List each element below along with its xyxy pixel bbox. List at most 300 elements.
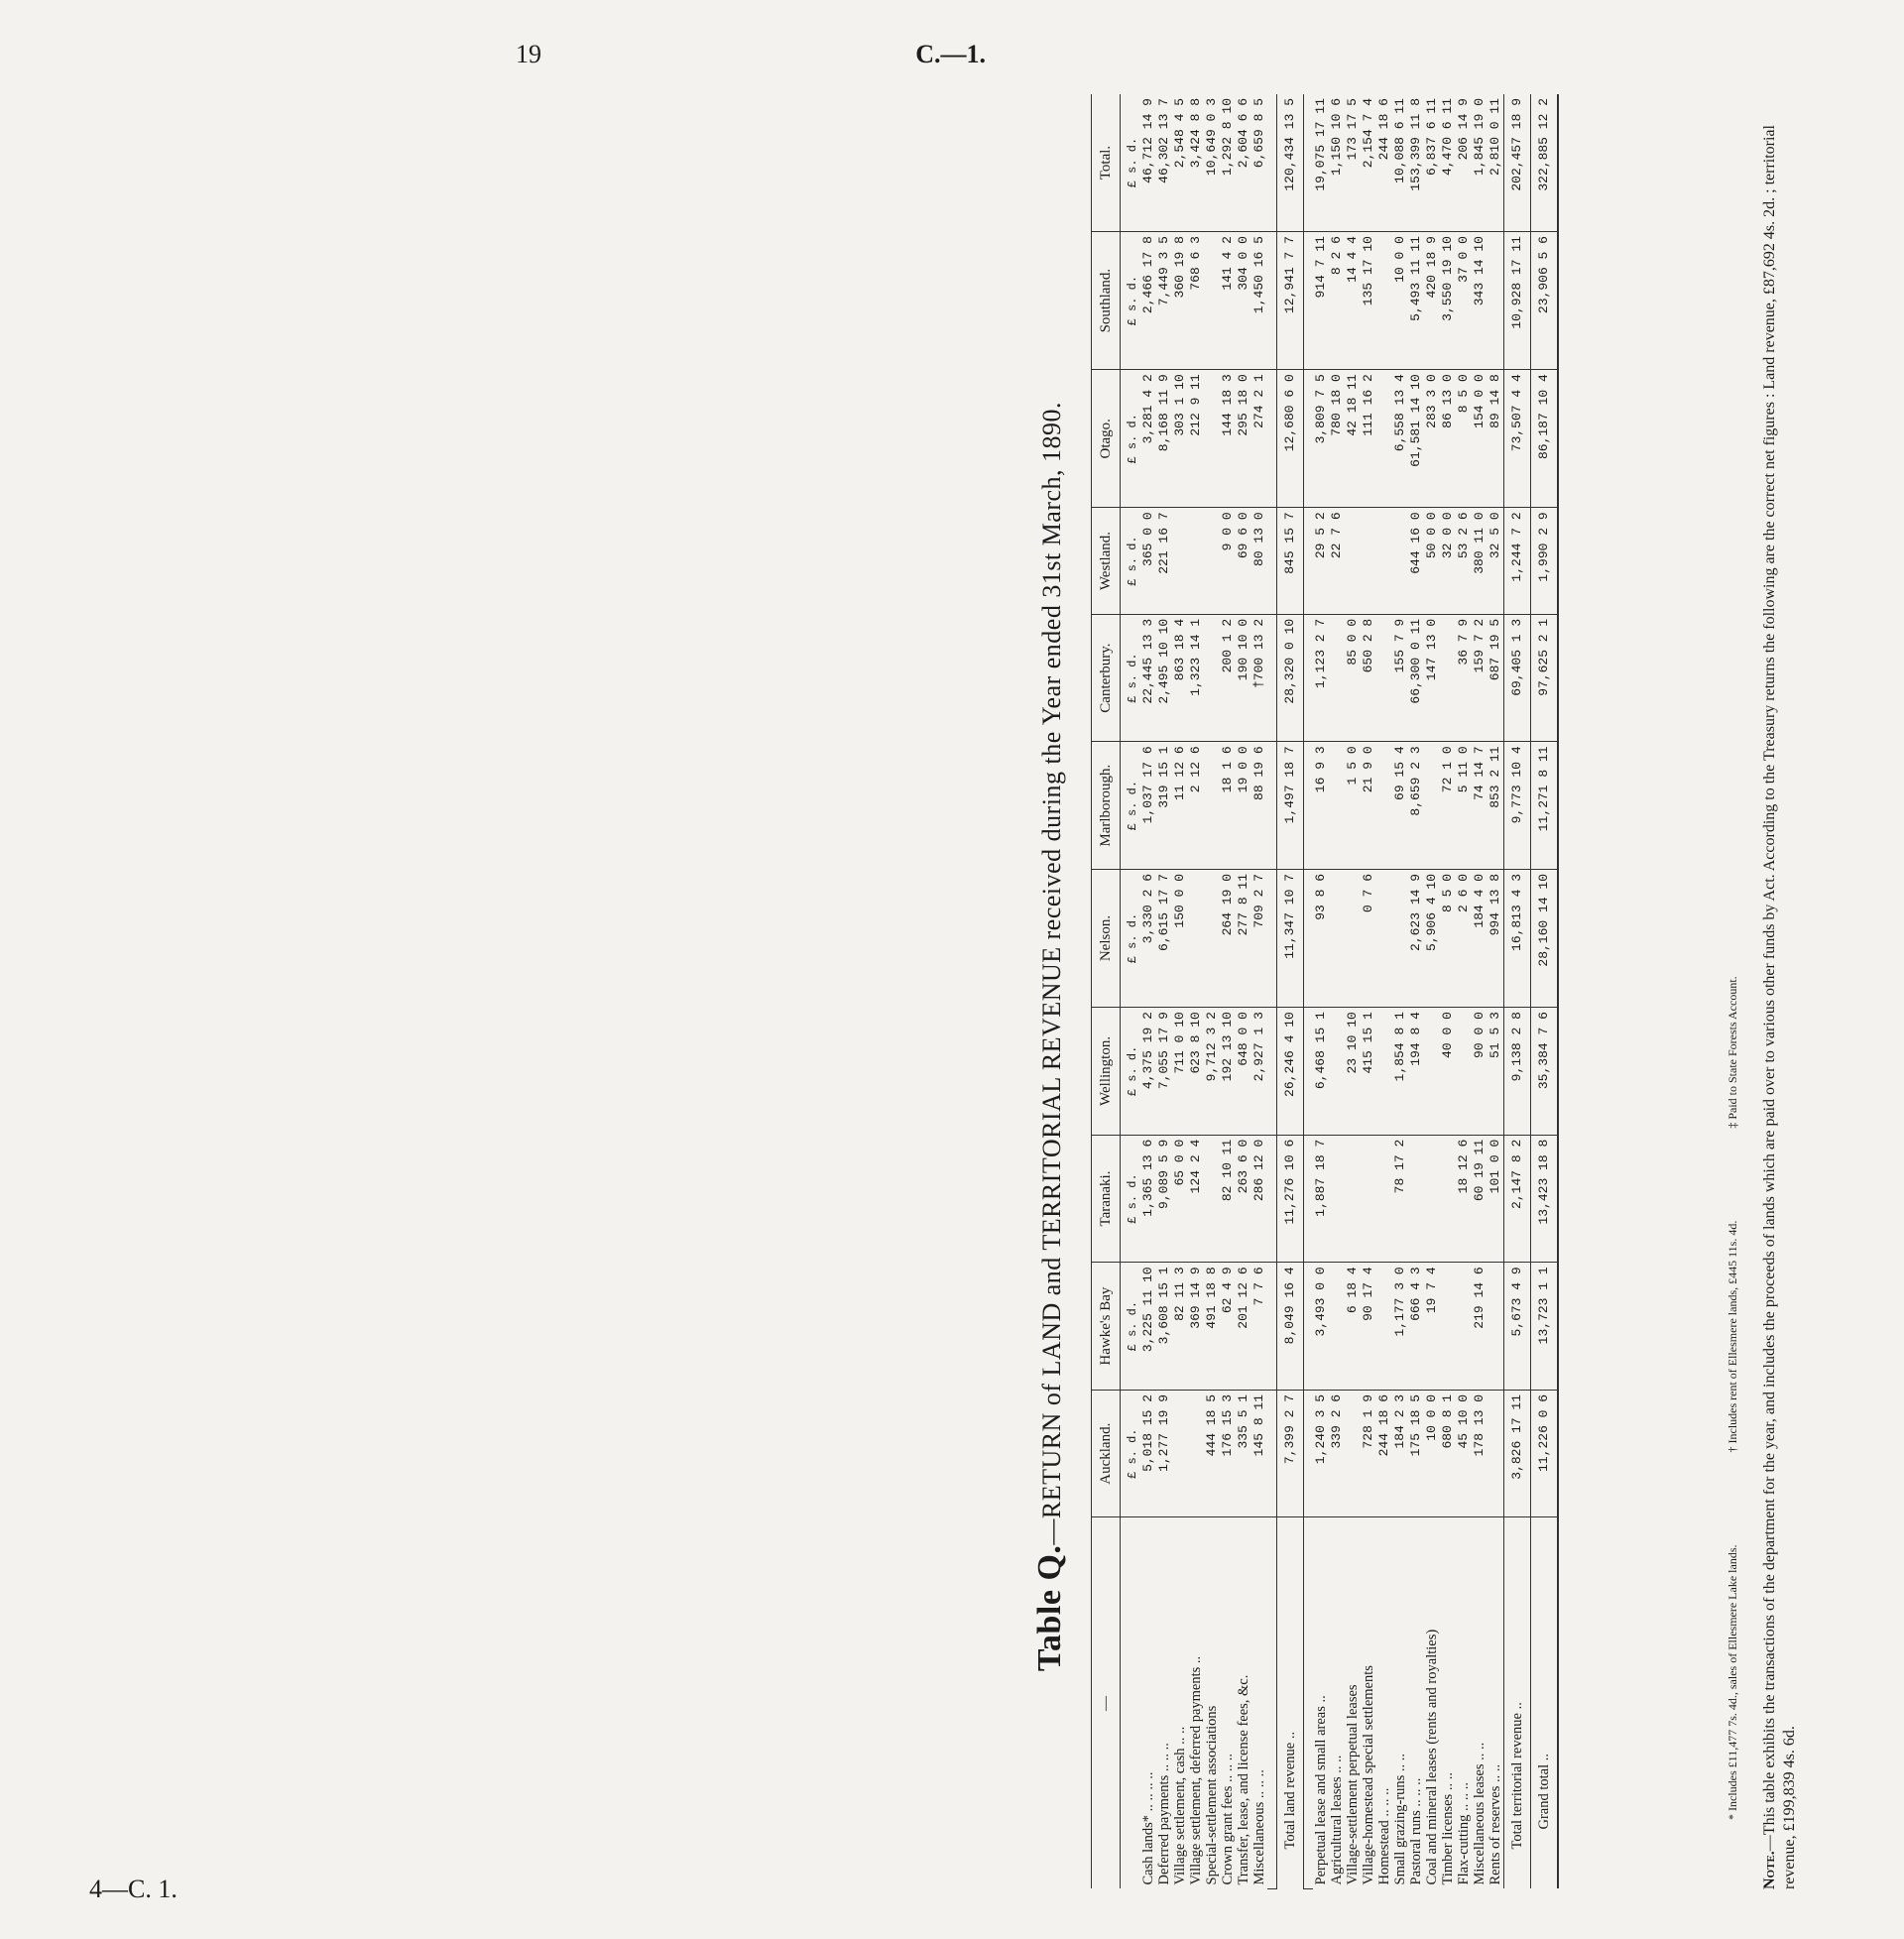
table-cell <box>1361 1135 1376 1263</box>
table-cell: 90 0 0 <box>1472 1008 1488 1136</box>
table-cell: 11,271 8 11 <box>1531 742 1559 870</box>
spacer-row <box>1267 94 1277 1889</box>
table-cell: 420 18 9 <box>1424 232 1440 370</box>
table-cell: 10,649 0 3 <box>1204 94 1220 232</box>
table-cell: 16 9 3 <box>1313 742 1329 870</box>
table-cell: 111 16 2 <box>1361 370 1376 508</box>
column-header: Otago. <box>1092 370 1121 508</box>
spacer-cell <box>1304 1263 1314 1391</box>
row-label: Village-homestead special settlements <box>1361 1665 1376 1885</box>
table-cell <box>1376 1263 1392 1391</box>
table-cell: 1,365 13 6 <box>1140 1135 1156 1263</box>
row-label: Village settlement, deferred payments .. <box>1188 1655 1204 1885</box>
column-header: Hawke's Bay <box>1092 1263 1121 1391</box>
table-cell <box>1329 742 1345 870</box>
spacer-cell <box>1267 1135 1277 1263</box>
row-label: Perpetual lease and small areas .. <box>1313 1695 1329 1885</box>
footer-reference: 4—C. 1. <box>89 1875 178 1903</box>
table-cell: 201 12 6 <box>1236 1263 1251 1391</box>
table-cell: 9,138 2 8 <box>1504 1008 1531 1136</box>
table-cell: 1,887 18 7 <box>1313 1135 1329 1263</box>
table-cell: 10,928 17 11 <box>1504 232 1531 370</box>
table-cell: 709 2 7 <box>1251 869 1267 1007</box>
table-cell: 176 15 3 <box>1220 1390 1236 1517</box>
spacer-cell <box>1304 1390 1314 1517</box>
table-cell: 3,826 17 11 <box>1504 1390 1531 1517</box>
spacer-cell <box>1304 232 1314 370</box>
table-cell: 150 0 0 <box>1172 869 1188 1007</box>
table-cell: 93 8 6 <box>1313 869 1329 1007</box>
document-reference: C.—1. <box>915 40 986 68</box>
table-cell <box>1376 1008 1392 1136</box>
note-lead: Note. <box>1761 1851 1778 1889</box>
table-cell: 19,075 17 11 <box>1313 94 1329 232</box>
row-label: Grand total .. <box>1531 1517 1559 1889</box>
column-header: Auckland. <box>1092 1390 1121 1517</box>
table-cell <box>1424 742 1440 870</box>
table-title-prefix: Table Q. <box>1031 1544 1068 1672</box>
table-cell: 1,292 8 10 <box>1220 94 1236 232</box>
table-cell: 1,497 18 7 <box>1277 742 1304 870</box>
table-cell: 178 13 0 <box>1472 1390 1488 1517</box>
table-cell: 21 9 0 <box>1361 742 1376 870</box>
row-label: Crown grant fees .. .. .. <box>1220 1754 1236 1885</box>
table-row <box>1456 94 1472 1889</box>
table-cell <box>1188 508 1204 614</box>
table-cell: 66,300 0 11 <box>1408 614 1424 742</box>
table-cell: 263 6 0 <box>1236 1135 1251 1263</box>
table-cell: 14 4 4 <box>1345 232 1361 370</box>
table-header-row <box>1092 94 1121 1889</box>
table-cell: 11,347 10 7 <box>1277 869 1304 1007</box>
table-cell: 415 15 1 <box>1361 1008 1376 1136</box>
table-cell <box>1345 508 1361 614</box>
units-cell: £ s. d. <box>1121 1390 1141 1517</box>
table-cell: 1,854 8 1 <box>1392 1008 1408 1136</box>
table-cell: 8,659 2 3 <box>1408 742 1424 870</box>
table-cell: 295 18 0 <box>1236 370 1251 508</box>
table-cell: 89 14 8 <box>1488 370 1504 508</box>
revenue-table <box>1091 94 1559 1889</box>
table-cell: 69 15 4 <box>1392 742 1408 870</box>
table-cell: 728 1 9 <box>1361 1390 1376 1517</box>
table-cell: 18 1 6 <box>1220 742 1236 870</box>
table-cell: 13,423 18 8 <box>1531 1135 1559 1263</box>
spacer-cell <box>1304 742 1314 870</box>
table-cell: 154 0 0 <box>1472 370 1488 508</box>
table-cell: 648 0 0 <box>1236 1008 1251 1136</box>
table-cell: 90 17 4 <box>1361 1263 1376 1391</box>
table-cell: 914 7 11 <box>1313 232 1329 370</box>
table-cell <box>1376 370 1392 508</box>
table-cell: 2,548 4 5 <box>1172 94 1188 232</box>
table-cell: 69 6 0 <box>1236 508 1251 614</box>
table-cell: 11,276 10 6 <box>1277 1135 1304 1263</box>
table-cell: 1,150 10 6 <box>1329 94 1345 232</box>
table-cell: 283 3 0 <box>1424 370 1440 508</box>
table-cell: 12,941 7 7 <box>1277 232 1304 370</box>
spacer-cell <box>1267 508 1277 614</box>
spacer-cell <box>1267 1517 1277 1889</box>
table-row <box>1392 94 1408 1889</box>
table-cell <box>1204 742 1220 870</box>
table-cell <box>1456 1008 1472 1136</box>
table-row <box>1236 94 1251 1889</box>
table-cell: 82 11 3 <box>1172 1263 1188 1391</box>
table-cell: †700 13 2 <box>1251 614 1267 742</box>
row-label: Miscellaneous leases .. .. <box>1472 1742 1488 1885</box>
table-cell: 194 8 4 <box>1408 1008 1424 1136</box>
footnote: ‡ Paid to State Forests Account. <box>1726 976 1739 1129</box>
table-cell <box>1361 508 1376 614</box>
table-cell: 8,168 11 9 <box>1156 370 1172 508</box>
table-cell <box>1329 1135 1345 1263</box>
table-cell: 1,123 2 7 <box>1313 614 1329 742</box>
table-cell: 2,623 14 9 <box>1408 869 1424 1007</box>
table-cell <box>1488 1263 1504 1391</box>
table-cell: 82 10 11 <box>1220 1135 1236 1263</box>
table-cell: 61,581 14 10 <box>1408 370 1424 508</box>
spacer-cell <box>1304 869 1314 1007</box>
column-header: Wellington. <box>1092 1008 1121 1136</box>
table-cell: 9,089 5 9 <box>1156 1135 1172 1263</box>
table-cell: 8 2 6 <box>1329 232 1345 370</box>
table-cell: 2,154 7 4 <box>1361 94 1376 232</box>
table-cell <box>1188 869 1204 1007</box>
table-cell: 86 13 0 <box>1440 370 1456 508</box>
spacer-cell <box>1267 614 1277 742</box>
table-cell: 155 7 9 <box>1392 614 1408 742</box>
table-cell: 768 6 3 <box>1188 232 1204 370</box>
table-cell <box>1376 232 1392 370</box>
units-cell: £ s. d. <box>1121 232 1141 370</box>
table-cell: 4,470 6 11 <box>1440 94 1456 232</box>
table-cell <box>1329 869 1345 1007</box>
table-cell: 277 8 11 <box>1236 869 1251 1007</box>
table-cell: 7,399 2 7 <box>1277 1390 1304 1517</box>
table-cell: 173 17 5 <box>1345 94 1361 232</box>
table-cell: 45 10 0 <box>1456 1390 1472 1517</box>
table-cell: 491 18 8 <box>1204 1263 1220 1391</box>
table-cell <box>1440 1135 1456 1263</box>
row-label: Total territorial revenue .. <box>1504 1517 1531 1889</box>
table-cell: 206 14 9 <box>1456 94 1472 232</box>
table-cell: 159 7 2 <box>1472 614 1488 742</box>
table-row <box>1376 94 1392 1889</box>
table-row <box>1408 94 1424 1889</box>
column-header: Nelson. <box>1092 869 1121 1007</box>
table-cell: 2,927 1 3 <box>1251 1008 1267 1136</box>
table-cell <box>1440 1263 1456 1391</box>
row-label: Agricultural leases .. .. <box>1329 1755 1345 1885</box>
spacer-cell <box>1304 1135 1314 1263</box>
column-header: Southland. <box>1092 232 1121 370</box>
table-cell: 35,384 7 6 <box>1531 1008 1559 1136</box>
spacer-cell <box>1304 614 1314 742</box>
table-row <box>1424 94 1440 1889</box>
table-cell: 120,434 13 5 <box>1277 94 1304 232</box>
table-cell: 5,673 4 9 <box>1504 1263 1531 1391</box>
table-cell <box>1440 614 1456 742</box>
table-cell: 623 8 10 <box>1188 1008 1204 1136</box>
row-label: Pastoral runs .. .. .. <box>1408 1777 1424 1885</box>
table-cell <box>1345 869 1361 1007</box>
row-label: Deferred payments .. .. .. <box>1156 1743 1172 1885</box>
units-cell: £ s. d. <box>1121 869 1141 1007</box>
table-cell: 666 4 3 <box>1408 1263 1424 1391</box>
table-cell: 274 2 1 <box>1251 370 1267 508</box>
table-cell: 304 0 0 <box>1236 232 1251 370</box>
table-cell: 994 13 8 <box>1488 869 1504 1007</box>
table-cell: 303 1 10 <box>1172 370 1188 508</box>
table-cell: 147 13 0 <box>1424 614 1440 742</box>
table-row <box>1251 94 1267 1889</box>
row-label: Timber licenses .. .. <box>1440 1772 1456 1885</box>
table-cell: 780 18 0 <box>1329 370 1345 508</box>
table-row <box>1488 94 1504 1889</box>
spacer-cell <box>1267 370 1277 508</box>
table-cell: 339 2 6 <box>1329 1390 1345 1517</box>
table-cell: 184 4 0 <box>1472 869 1488 1007</box>
table-cell: 29 5 2 <box>1313 508 1329 614</box>
table-cell: 863 18 4 <box>1172 614 1188 742</box>
table-cell: 135 17 10 <box>1361 232 1376 370</box>
table-cell: 37 0 0 <box>1456 232 1472 370</box>
table-cell: 1,244 7 2 <box>1504 508 1531 614</box>
table-cell: 124 2 4 <box>1188 1135 1204 1263</box>
total-land-row <box>1277 94 1304 1889</box>
units-row <box>1121 94 1141 1889</box>
spacer-row <box>1304 94 1314 1889</box>
table-cell: 145 8 11 <box>1251 1390 1267 1517</box>
row-label: Miscellaneous .. .. .. <box>1251 1769 1267 1885</box>
table-cell: 2 12 6 <box>1188 742 1204 870</box>
table-row <box>1361 94 1376 1889</box>
table-cell: 6,659 8 5 <box>1251 94 1267 232</box>
table-cell: 4,375 19 2 <box>1140 1008 1156 1136</box>
table-cell: 19 7 4 <box>1424 1263 1440 1391</box>
table-cell: 6 18 4 <box>1345 1263 1361 1391</box>
table-cell: 365 0 0 <box>1140 508 1156 614</box>
table-cell: 380 11 0 <box>1472 508 1488 614</box>
spacer-cell <box>1267 94 1277 232</box>
table-cell: 202,457 18 9 <box>1504 94 1531 232</box>
table-cell: 46,302 13 7 <box>1156 94 1172 232</box>
table-cell <box>1376 508 1392 614</box>
table-cell: 5,018 15 2 <box>1140 1390 1156 1517</box>
table-cell: 65 0 0 <box>1172 1135 1188 1263</box>
table-cell: 7,449 3 5 <box>1156 232 1172 370</box>
table-cell: 3,493 0 0 <box>1313 1263 1329 1391</box>
table-cell: 74 14 7 <box>1472 742 1488 870</box>
table-cell: 13,723 1 1 <box>1531 1263 1559 1391</box>
table-cell: 101 0 0 <box>1488 1135 1504 1263</box>
table-cell: 40 0 0 <box>1440 1008 1456 1136</box>
table-cell: 6,837 6 11 <box>1424 94 1440 232</box>
units-label <box>1121 1517 1141 1889</box>
table-cell <box>1329 1008 1345 1136</box>
table-cell: 28,160 14 10 <box>1531 869 1559 1007</box>
table-row <box>1140 94 1156 1889</box>
table-row <box>1313 94 1329 1889</box>
table-cell <box>1329 1263 1345 1391</box>
table-cell: 8,049 16 4 <box>1277 1263 1304 1391</box>
units-cell: £ s. d. <box>1121 1263 1141 1391</box>
table-cell <box>1376 614 1392 742</box>
table-cell <box>1172 1390 1188 1517</box>
table-cell: 212 9 11 <box>1188 370 1204 508</box>
units-cell: £ s. d. <box>1121 370 1141 508</box>
table-cell: 69,405 1 3 <box>1504 614 1531 742</box>
table-cell: 9,712 3 2 <box>1204 1008 1220 1136</box>
table-cell <box>1204 869 1220 1007</box>
table-cell: 3,330 2 6 <box>1140 869 1156 1007</box>
units-cell: £ s. d. <box>1121 614 1141 742</box>
column-header: Marlborough. <box>1092 742 1121 870</box>
table-cell: 175 18 5 <box>1408 1390 1424 1517</box>
table-body <box>1121 94 1559 1889</box>
table-row <box>1172 94 1188 1889</box>
table-cell: 190 10 0 <box>1236 614 1251 742</box>
table-row <box>1440 94 1456 1889</box>
table-cell: 192 13 10 <box>1220 1008 1236 1136</box>
footnote: † Includes rent of Ellesmere lands, £445 11s. 4d. <box>1726 1220 1739 1453</box>
table-cell: 200 1 2 <box>1220 614 1236 742</box>
table-cell: 1,990 2 9 <box>1531 508 1559 614</box>
table-cell: 28,320 0 10 <box>1277 614 1304 742</box>
footnotes <box>1726 887 1740 1820</box>
table-cell: 6,615 17 7 <box>1156 869 1172 1007</box>
table-cell <box>1376 869 1392 1007</box>
table-cell <box>1408 1135 1424 1263</box>
table-cell: 6,558 13 4 <box>1392 370 1408 508</box>
table-cell: 335 5 1 <box>1236 1390 1251 1517</box>
table-cell: 85 0 0 <box>1345 614 1361 742</box>
row-label: Cash lands* .. .. .. .. <box>1140 1771 1156 1885</box>
row-label: Small grazing-runs .. .. <box>1392 1754 1408 1885</box>
table-cell <box>1329 614 1345 742</box>
table-title <box>1031 243 1081 1830</box>
table-cell <box>1204 370 1220 508</box>
table-cell: 8 5 0 <box>1440 869 1456 1007</box>
units-cell: £ s. d. <box>1121 742 1141 870</box>
units-cell: £ s. d. <box>1121 94 1141 232</box>
table-cell: 80 13 0 <box>1251 508 1267 614</box>
table-cell <box>1488 1390 1504 1517</box>
table-cell: 22,445 13 3 <box>1140 614 1156 742</box>
table-cell: 5 11 0 <box>1456 742 1472 870</box>
table-cell: 32 5 0 <box>1488 508 1504 614</box>
table-row <box>1156 94 1172 1889</box>
row-label: Coal and mineral leases (rents and royalties) <box>1424 1629 1440 1885</box>
table-cell: 1,450 16 5 <box>1251 232 1267 370</box>
table-cell: 88 19 6 <box>1251 742 1267 870</box>
table-cell: 644 16 0 <box>1408 508 1424 614</box>
spacer-cell <box>1267 232 1277 370</box>
footnote: * Includes £11,477 7s. 4d., sales of Ellesmere Lake lands. <box>1726 1544 1739 1820</box>
table-cell: 9,773 10 4 <box>1504 742 1531 870</box>
table-cell: 322,885 12 2 <box>1531 94 1559 232</box>
table-cell: 369 14 9 <box>1188 1263 1204 1391</box>
table-cell: 219 14 6 <box>1472 1263 1488 1391</box>
table-cell: 23 10 10 <box>1345 1008 1361 1136</box>
table-cell: 26,246 4 10 <box>1277 1008 1304 1136</box>
table-cell <box>1172 508 1188 614</box>
spacer-cell <box>1304 508 1314 614</box>
table-cell: 5,493 11 11 <box>1408 232 1424 370</box>
table-cell <box>1424 1008 1440 1136</box>
table-cell: 5,906 4 10 <box>1424 869 1440 1007</box>
table-cell: 2,495 10 10 <box>1156 614 1172 742</box>
table-cell <box>1204 508 1220 614</box>
table-cell: 3,281 4 2 <box>1140 370 1156 508</box>
table-cell: 72 1 0 <box>1440 742 1456 870</box>
revenue-table-wrapper <box>1091 94 1559 1889</box>
table-cell: 1,277 19 9 <box>1156 1390 1172 1517</box>
spacer-cell <box>1267 1390 1277 1517</box>
table-cell: 2,810 0 11 <box>1488 94 1504 232</box>
table-row <box>1472 94 1488 1889</box>
table-cell: 62 4 9 <box>1220 1263 1236 1391</box>
spacer-cell <box>1304 1008 1314 1136</box>
table-cell <box>1424 1135 1440 1263</box>
table-cell: 60 19 11 <box>1472 1135 1488 1263</box>
table-cell: 3,424 8 8 <box>1188 94 1204 232</box>
table-row <box>1345 94 1361 1889</box>
table-cell: 2,604 6 6 <box>1236 94 1251 232</box>
table-cell: 78 17 2 <box>1392 1135 1408 1263</box>
table-cell: 687 19 5 <box>1488 614 1504 742</box>
table-cell: 264 19 0 <box>1220 869 1236 1007</box>
table-cell: 2,466 17 8 <box>1140 232 1156 370</box>
table-cell: 244 18 6 <box>1376 94 1392 232</box>
table-cell: 97,625 2 1 <box>1531 614 1559 742</box>
row-label: Special-settlement associations <box>1204 1705 1220 1885</box>
table-row <box>1329 94 1345 1889</box>
table-cell: 3,608 15 1 <box>1156 1263 1172 1391</box>
spacer-cell <box>1267 742 1277 870</box>
table-cell: 1,177 3 0 <box>1392 1263 1408 1391</box>
table-cell: 36 7 9 <box>1456 614 1472 742</box>
table-cell: 73,507 4 4 <box>1504 370 1531 508</box>
table-cell: 360 19 8 <box>1172 232 1188 370</box>
table-cell: 0 7 6 <box>1361 869 1376 1007</box>
table-cell: 2 6 0 <box>1456 869 1472 1007</box>
table-row <box>1188 94 1204 1889</box>
table-note <box>1760 94 1800 1889</box>
column-header: Total. <box>1092 94 1121 232</box>
table-cell: 86,187 10 4 <box>1531 370 1559 508</box>
table-cell: 19 0 0 <box>1236 742 1251 870</box>
table-cell: 10 0 0 <box>1424 1390 1440 1517</box>
grand-total-row <box>1531 94 1559 1889</box>
table-cell: 10,088 6 11 <box>1392 94 1408 232</box>
table-cell: 2,147 8 2 <box>1504 1135 1531 1263</box>
spacer-cell <box>1267 1008 1277 1136</box>
table-cell <box>1188 1390 1204 1517</box>
table-cell <box>1376 1135 1392 1263</box>
table-cell: 711 0 10 <box>1172 1008 1188 1136</box>
table-cell <box>1488 232 1504 370</box>
table-cell: 9 0 0 <box>1220 508 1236 614</box>
units-cell: £ s. d. <box>1121 508 1141 614</box>
column-header: Taranaki. <box>1092 1135 1121 1263</box>
table-cell: 1,845 19 0 <box>1472 94 1488 232</box>
row-label: Homestead .. .. .. <box>1376 1787 1392 1885</box>
table-cell: 853 2 11 <box>1488 742 1504 870</box>
row-label: Village-settlement perpetual leases <box>1345 1684 1361 1885</box>
table-cell <box>1345 1135 1361 1263</box>
